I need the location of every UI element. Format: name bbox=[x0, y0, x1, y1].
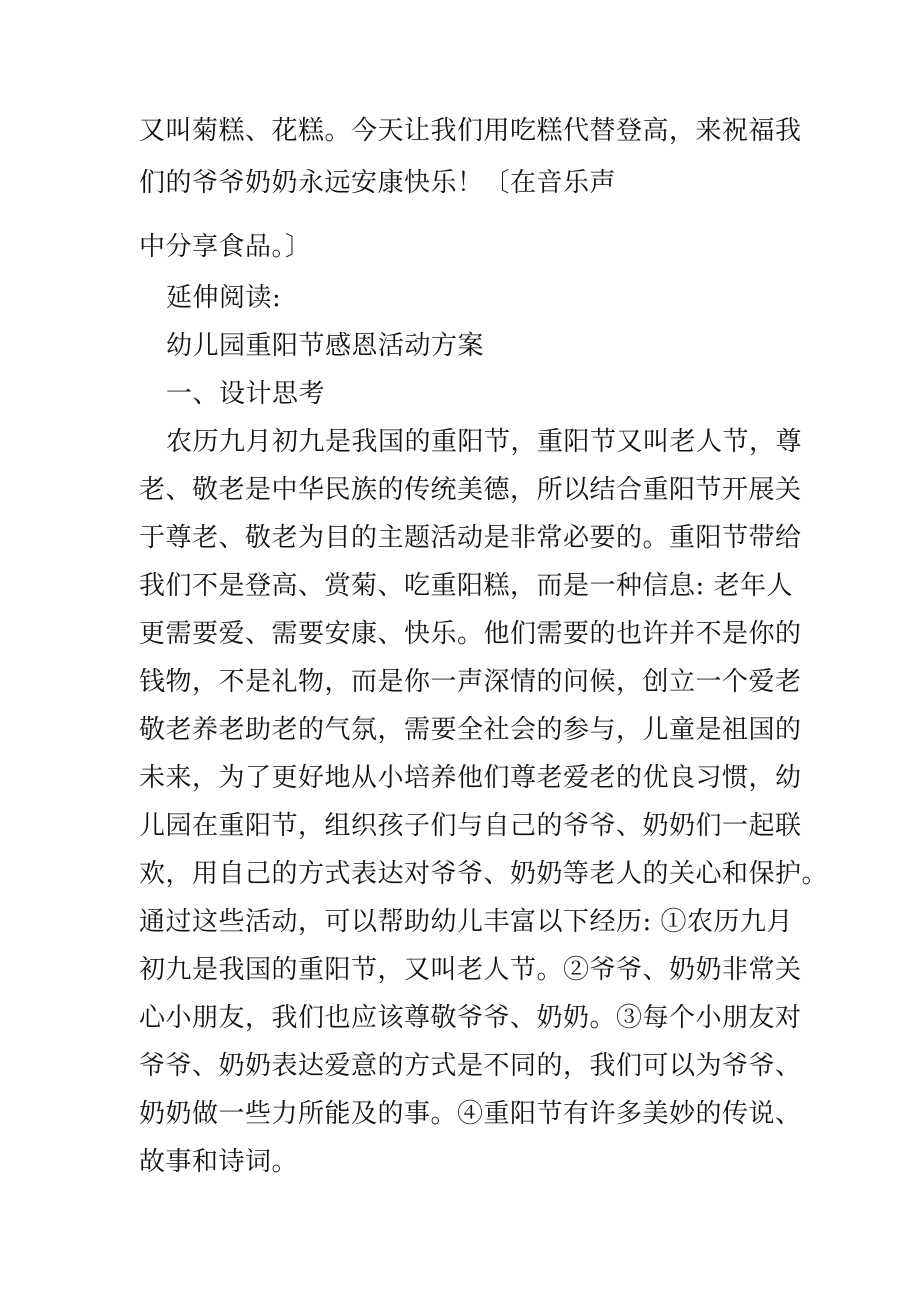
paragraph-line: 钱物，不是礼物，而是你一声深情的问候，创立一个爱老 bbox=[139, 667, 802, 697]
text-line: 又叫菊糕、花糕。今天让我们用吃糕代替登高，来祝福我 bbox=[139, 116, 802, 146]
paragraph-line: 我们不是登高、赏菊、吃重阳糕，而是一种信息: 老年人 bbox=[139, 571, 794, 601]
paragraph-line: 更需要爱、需要安康、快乐。他们需要的也许并不是你的 bbox=[139, 619, 802, 649]
paragraph-line: 老、敬老是中华民族的传统美德，所以结合重阳节开展关 bbox=[139, 475, 802, 505]
section-title: 幼儿园重阳节感恩活动方案 bbox=[166, 331, 485, 361]
text-line: 中分享食品。〕 bbox=[139, 232, 312, 262]
paragraph-line: 故事和诗词。 bbox=[139, 1147, 299, 1177]
paragraph-line: 心小朋友，我们也应该尊敬爷爷、奶奶。③每个小朋友对 bbox=[139, 1003, 802, 1033]
paragraph-line: 初九是我国的重阳节，又叫老人节。②爷爷、奶奶非常关 bbox=[139, 955, 802, 985]
paragraph-line: 爷爷、奶奶表达爱意的方式是不同的，我们可以为爷爷、 bbox=[139, 1051, 802, 1081]
paragraph-line: 儿园在重阳节，组织孩子们与自己的爷爷、奶奶们一起联 bbox=[139, 811, 802, 841]
paragraph-line: 农历九月初九是我国的重阳节，重阳节又叫老人节，尊 bbox=[166, 427, 803, 457]
paragraph-line: 敬老养老助老的气氛，需要全社会的参与，儿童是祖国的 bbox=[139, 715, 802, 745]
paragraph-line: 奶奶做一些力所能及的事。④重阳节有许多美妙的传说、 bbox=[139, 1099, 802, 1129]
text-line: 们的爷爷奶奶永远安康快乐！〔在音乐声 bbox=[139, 168, 617, 198]
section-heading: 一、设计思考 bbox=[166, 379, 326, 409]
paragraph-line: 通过这些活动，可以帮助幼儿丰富以下经历: ①农历九月 bbox=[139, 907, 794, 937]
text-line: 延伸阅读: bbox=[166, 283, 282, 313]
paragraph-line: 未来，为了更好地从小培养他们尊老爱老的优良习惯，幼 bbox=[139, 763, 802, 793]
paragraph-line: 于尊老、敬老为目的主题活动是非常必要的。重阳节带给 bbox=[139, 523, 802, 553]
paragraph-line: 欢，用自己的方式表达对爷爷、奶奶等老人的关心和保护。 bbox=[139, 859, 829, 889]
